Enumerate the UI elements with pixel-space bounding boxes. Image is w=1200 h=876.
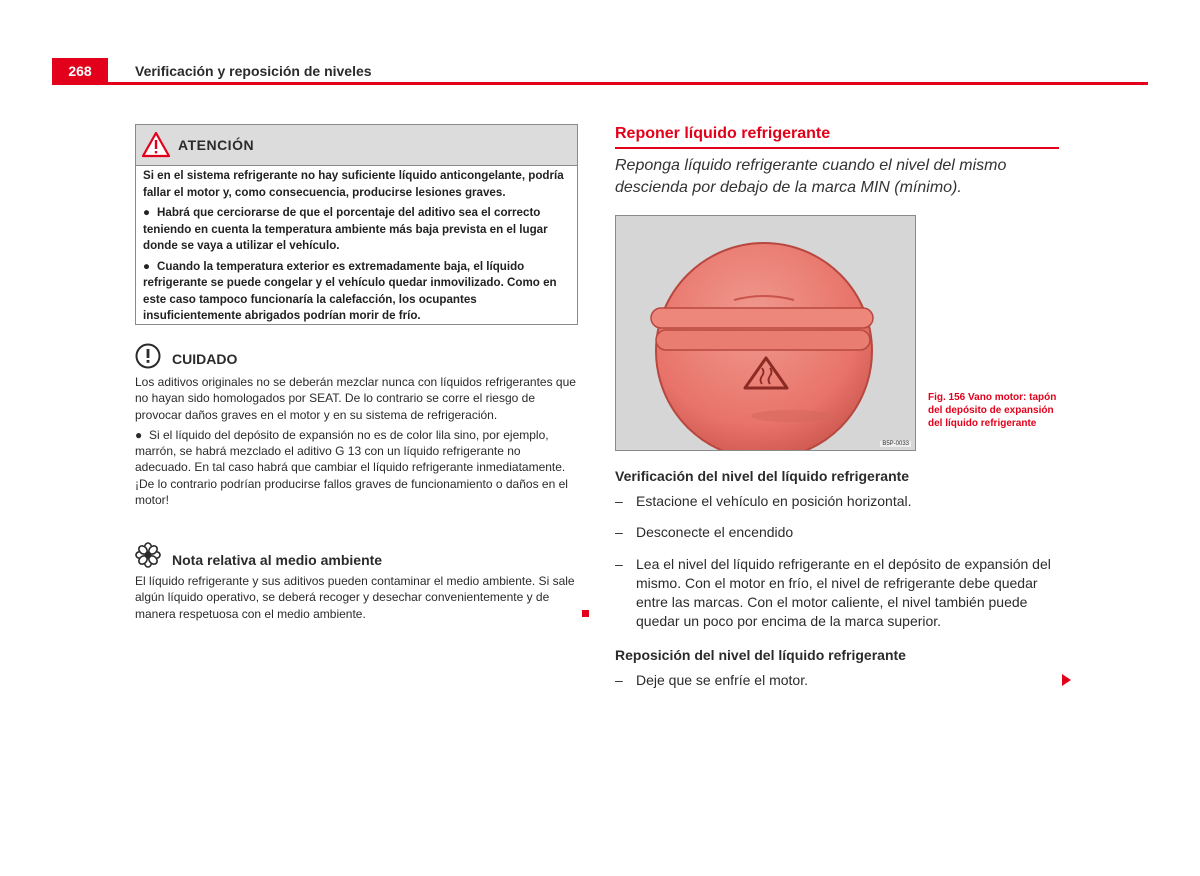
flower-icon bbox=[135, 542, 161, 568]
bullet-icon: ● bbox=[143, 259, 151, 273]
attention-box bbox=[135, 124, 578, 325]
dash-icon: – bbox=[615, 672, 623, 688]
refill-step bbox=[615, 671, 1066, 691]
check-step bbox=[615, 492, 1066, 512]
figure-caption-text: Vano motor: tapón del depósito de expansión del líquido refrigerante bbox=[928, 392, 1057, 429]
header-title: Verificación y reposición de niveles bbox=[135, 63, 372, 79]
caution-paragraph: Los aditivos originales no se deberán mezclar nunca con líquidos refrigerantes que no hayan sido homologados por SEAT. De lo contrario se corre el riesgo de provocar daños graves en el motor y en su sistema de refrigeración. bbox=[135, 375, 576, 422]
caution-title: CUIDADO bbox=[172, 351, 238, 367]
bullet-icon: ● bbox=[143, 206, 151, 219]
header-rule bbox=[52, 82, 1148, 85]
check-step bbox=[615, 555, 1066, 633]
check-subheading: Verificación del nivel del líquido refrigerante bbox=[615, 468, 910, 484]
attention-bullet-text: Habrá que cerciorarse de que el porcentaje del aditivo sea el correcto teniendo en cuenta la temperatura ambiente más baja prevista en el lugar donde se vaya a utilizar el vehículo. bbox=[143, 206, 548, 252]
attention-bullet bbox=[143, 205, 571, 255]
caution-body bbox=[135, 374, 577, 512]
environment-title: Nota relativa al medio ambiente bbox=[172, 552, 383, 568]
attention-header bbox=[136, 125, 577, 166]
section-intro: Reponga líquido refrigerante cuando el nivel del mismo descienda por debajo de la marca MIN (mínimo). bbox=[615, 157, 1007, 196]
check-step-text: Estacione el vehículo en posición horizontal. bbox=[636, 493, 912, 509]
attention-body bbox=[143, 168, 571, 329]
attention-title: ATENCIÓN bbox=[178, 137, 255, 153]
check-step-text: Lea el nivel del líquido refrigerante en el depósito de expansión del mismo. Con el motor en frío, el nivel de refrigerante debe quedar entre las marcas. Con el motor caliente, el nivel también puede quedar un poco por encima de la marca superior. bbox=[636, 556, 1051, 629]
coolant-cap-illustration bbox=[616, 216, 915, 450]
dash-icon: – bbox=[615, 556, 623, 572]
exclamation-circle-icon bbox=[135, 343, 161, 369]
figure-coolant-cap bbox=[615, 215, 916, 451]
figure-caption bbox=[928, 391, 1058, 430]
check-step bbox=[615, 523, 1066, 543]
bullet-icon: ● bbox=[135, 427, 143, 442]
caution-bullet-text: Si el líquido del depósito de expansión no es de color lila sino, por ejemplo, marrón, se habrá mezclado el aditivo G 13 con un líquido refrigerante no adecuado. En tal caso habrá que cambiar el líquido refrigerante inmediatamente. ¡De lo contrario podrían producirse fallos graves de funcionamiento o daños en el motor! bbox=[135, 427, 568, 508]
refill-subheading: Reposición del nivel del líquido refrigerante bbox=[615, 647, 906, 663]
section-rule bbox=[615, 147, 1059, 149]
attention-bullet bbox=[143, 259, 571, 325]
figure-code: B5P-0033 bbox=[882, 441, 909, 447]
check-step-text: Desconecte el encendido bbox=[636, 524, 794, 540]
dash-icon: – bbox=[615, 524, 623, 540]
warning-triangle-icon bbox=[141, 131, 171, 158]
section-end-mark bbox=[582, 610, 589, 617]
page-number: 268 bbox=[52, 58, 108, 85]
section-title: Reponer líquido refrigerante bbox=[615, 125, 831, 142]
dash-icon: – bbox=[615, 493, 623, 509]
figure-caption-label: Fig. 156 bbox=[928, 392, 966, 403]
refill-step-text: Deje que se enfríe el motor. bbox=[636, 672, 808, 688]
attention-paragraph: Si en el sistema refrigerante no hay suficiente líquido anticongelante, podría fallar el motor y, como consecuencia, producirse lesiones graves. bbox=[143, 169, 564, 199]
continue-arrow-icon bbox=[1062, 674, 1071, 686]
attention-bullet-text: Cuando la temperatura exterior es extremadamente baja, el líquido refrigerante se puede congelar y el vehículo quedar inmovilizado. Como en este caso tampoco funcionaría la calefacción, los ocupantes insuficientemente abrigados podrían morir de frío. bbox=[143, 259, 557, 322]
caution-bullet bbox=[135, 427, 577, 508]
environment-body: El líquido refrigerante y sus aditivos pueden contaminar el medio ambiente. Si sale algún líquido operativo, se deberá recoger y desechar convenientemente y de manera respetuosa con el medio ambiente. bbox=[135, 574, 575, 621]
